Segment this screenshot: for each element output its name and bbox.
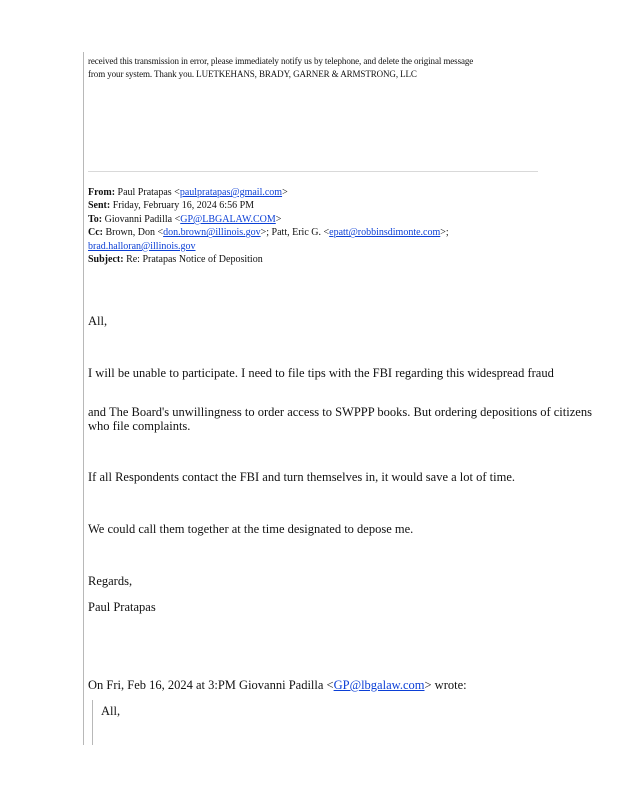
from-row (88, 186, 588, 199)
message-closing: Regards, (88, 574, 133, 588)
from-email-link[interactable]: paulpratapas@gmail.com (179, 187, 283, 198)
quoted-email-link[interactable]: GP@lbgalaw.com (333, 678, 425, 692)
quoted-intro: On Fri, Feb 16, 2024 at 3:PM Giovanni Padilla < (88, 678, 334, 692)
quoted-header (88, 678, 467, 693)
disclaimer-line-2: from your system. Thank you. LUETKEHANS, BRADY, GARNER & ARMSTRONG, LLC (88, 69, 417, 79)
from-name: Paul Pratapas < (117, 187, 180, 198)
message-paragraph-4: We could call them together at the time designated to depose me. (88, 522, 414, 536)
left-margin-rule (83, 52, 84, 745)
subject-label: Subject: (88, 254, 124, 266)
disclaimer-line-1: received this transmission in error, please immediately notify us by telephone, and delete the original message (88, 56, 474, 66)
subject-row (88, 253, 588, 266)
message-paragraph-3: If all Respondents contact the FBI and turn themselves in, it would save a lot of time. (88, 470, 515, 484)
to-row (88, 213, 588, 226)
cc-end: >; (440, 227, 449, 239)
from-label: From: (88, 187, 116, 198)
sent-row (88, 199, 588, 212)
quote-bar (92, 700, 93, 745)
quoted-outro: > wrote: (424, 678, 467, 692)
cc-email-link-3[interactable]: brad.halloran@illinois.gov (88, 240, 196, 252)
sent-label: Sent: (88, 200, 111, 212)
message-paragraph-2: and The Board's unwillingness to order access to SWPPP books. But ordering depositions of citizens who file complaints. (88, 405, 592, 433)
message-paragraph-1: I will be unable to participate. I need to file tips with the FBI regarding this widespread fraud (88, 366, 554, 380)
cc-mid: >; Patt, Eric G. < (260, 227, 330, 239)
cc-email-link-2[interactable]: epatt@robbinsdimonte.com (329, 227, 441, 239)
cc-label: Cc: (88, 227, 103, 239)
header-separator (88, 171, 538, 172)
subject-value: Re: Pratapas Notice of Deposition (126, 254, 263, 266)
cc-row-continued (88, 240, 588, 253)
to-end: > (275, 213, 282, 225)
to-label: To: (88, 213, 103, 225)
confidentiality-disclaimer (88, 55, 558, 81)
message-greeting: All, (88, 314, 108, 328)
sent-value: Friday, February 16, 2024 6:56 PM (112, 200, 255, 212)
cc-row (88, 226, 588, 239)
email-headers (88, 186, 588, 266)
to-name: Giovanni Padilla < (104, 213, 181, 225)
cc-name-1: Brown, Don < (105, 227, 164, 239)
quoted-greeting: All, (101, 704, 121, 718)
cc-email-link-1[interactable]: don.brown@illinois.gov (163, 227, 261, 239)
message-signature: Paul Pratapas (88, 600, 156, 614)
from-end: > (282, 187, 288, 198)
to-email-link[interactable]: GP@LBGALAW.COM (180, 213, 276, 225)
